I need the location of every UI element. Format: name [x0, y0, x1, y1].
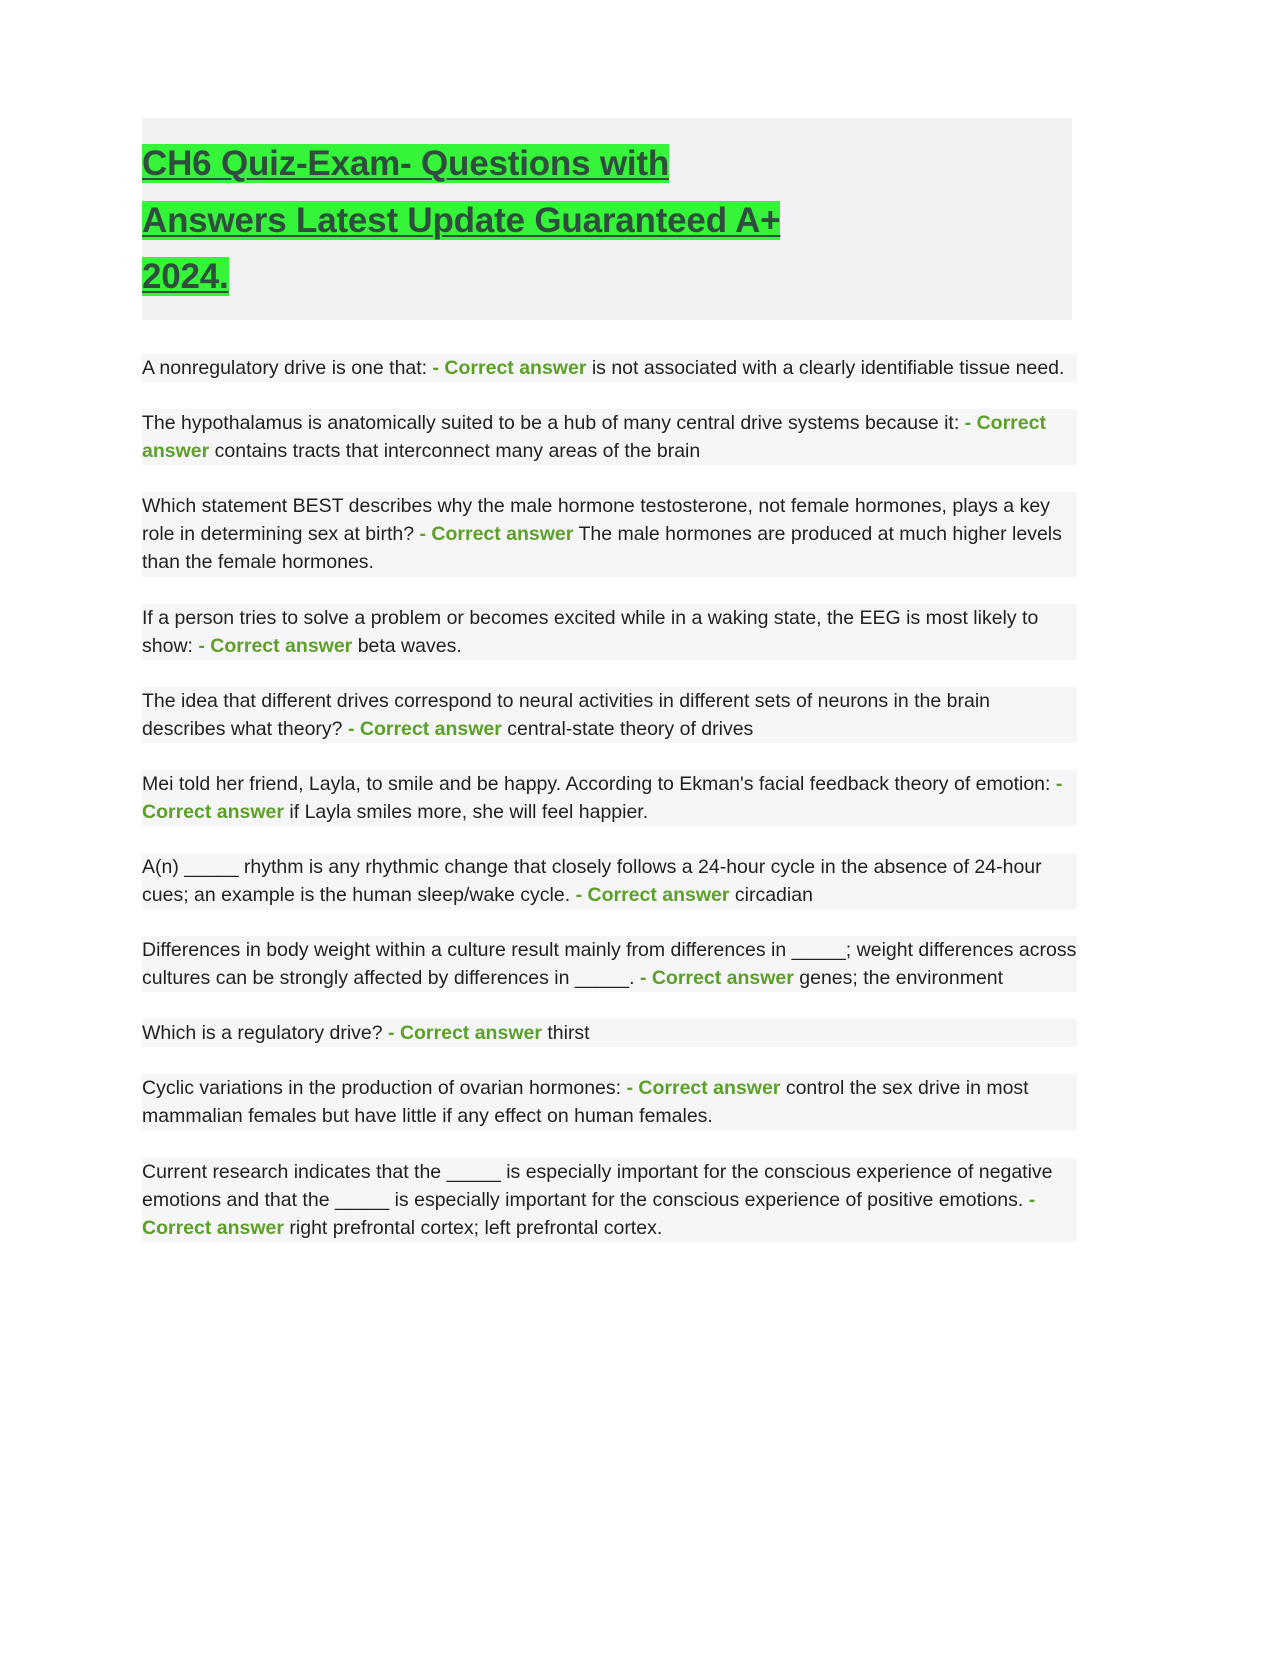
correct-answer-label: - Correct answer [575, 884, 730, 907]
question-text: Which statement BEST describes why the male hormone testosterone, not female hormones, plays a key role in determining sex at birth? [142, 495, 1050, 546]
document-title-block [142, 118, 1072, 320]
question-text: Differences in body weight within a culture result mainly from differences in _____; weight differences across cultures can be strongly affected by differences in _____. [142, 939, 1077, 990]
answer-text: right prefrontal cortex; left prefrontal cortex. [289, 1216, 663, 1239]
question-text: Which is a regulatory drive? [142, 1022, 383, 1045]
correct-answer-label: - Correct answer [142, 412, 1046, 463]
qa-item [142, 409, 1077, 465]
qa-item [142, 604, 1077, 660]
answer-text: central-state theory of drives [507, 717, 754, 740]
answer-text: thirst [547, 1022, 590, 1045]
question-text: If a person tries to solve a problem or becomes excited while in a waking state, the EEG is most likely to show: [142, 606, 1039, 657]
page-title-line-3: 2024. [142, 257, 229, 297]
qa-item [142, 1158, 1077, 1242]
correct-answer-label: - Correct answer [432, 357, 587, 380]
answer-text: beta waves. [357, 634, 462, 657]
qa-item [142, 687, 1077, 743]
correct-answer-label: - Correct answer [388, 1022, 542, 1045]
qa-item [142, 1019, 1077, 1047]
qa-list [142, 354, 1138, 1242]
qa-item [142, 770, 1077, 826]
correct-answer-label: - Correct answer [347, 717, 502, 740]
question-text: Mei told her friend, Layla, to smile and be happy. According to Ekman's facial feedback theory of emotion: [142, 772, 1051, 795]
page-title [142, 136, 1072, 306]
qa-item [142, 853, 1077, 909]
correct-answer-label: - Correct answer [419, 523, 574, 546]
qa-item [142, 354, 1077, 382]
correct-answer-label: - Correct answer [142, 772, 1063, 823]
question-text: The idea that different drives correspond to neural activities in different sets of neurons in the brain describes what theory? [142, 689, 991, 740]
correct-answer-label: - Correct answer [626, 1077, 781, 1100]
page-title-line-2: Answers Latest Update Guaranteed A+ [142, 200, 781, 240]
correct-answer-label: - Correct answer [198, 634, 353, 657]
answer-text: contains tracts that interconnect many areas of the brain [214, 440, 701, 463]
page-title-line-1: CH6 Quiz-Exam- Questions with [142, 144, 670, 183]
correct-answer-label: - Correct answer [639, 967, 794, 990]
question-text: The hypothalamus is anatomically suited to be a hub of many central drive systems because it: [142, 412, 960, 435]
answer-text: control the sex drive in most mammalian females but have little if any effect on human females. [142, 1077, 1029, 1128]
answer-text: if Layla smiles more, she will feel happier. [289, 800, 649, 823]
question-text: A nonregulatory drive is one that: [142, 357, 428, 380]
question-text: Current research indicates that the _____ is especially important for the conscious experience of negative emotions and that the _____ is especially important for the conscious experience of positive emotions. [142, 1160, 1053, 1211]
qa-item [142, 936, 1077, 992]
qa-item [142, 492, 1077, 576]
question-text: A(n) _____ rhythm is any rhythmic change that closely follows a 24-hour cycle in the absence of 24-hour cues; an example is the human sleep/wake cycle. [142, 856, 1042, 907]
correct-answer-label: - Correct answer [142, 1188, 1036, 1239]
answer-text: is not associated with a clearly identifiable tissue need. [591, 357, 1065, 380]
answer-text: circadian [734, 884, 813, 907]
answer-text: The male hormones are produced at much higher levels than the female hormones. [142, 523, 1062, 574]
qa-item [142, 1074, 1077, 1130]
answer-text: genes; the environment [799, 967, 1004, 990]
question-text: Cyclic variations in the production of ovarian hormones: [142, 1077, 622, 1100]
